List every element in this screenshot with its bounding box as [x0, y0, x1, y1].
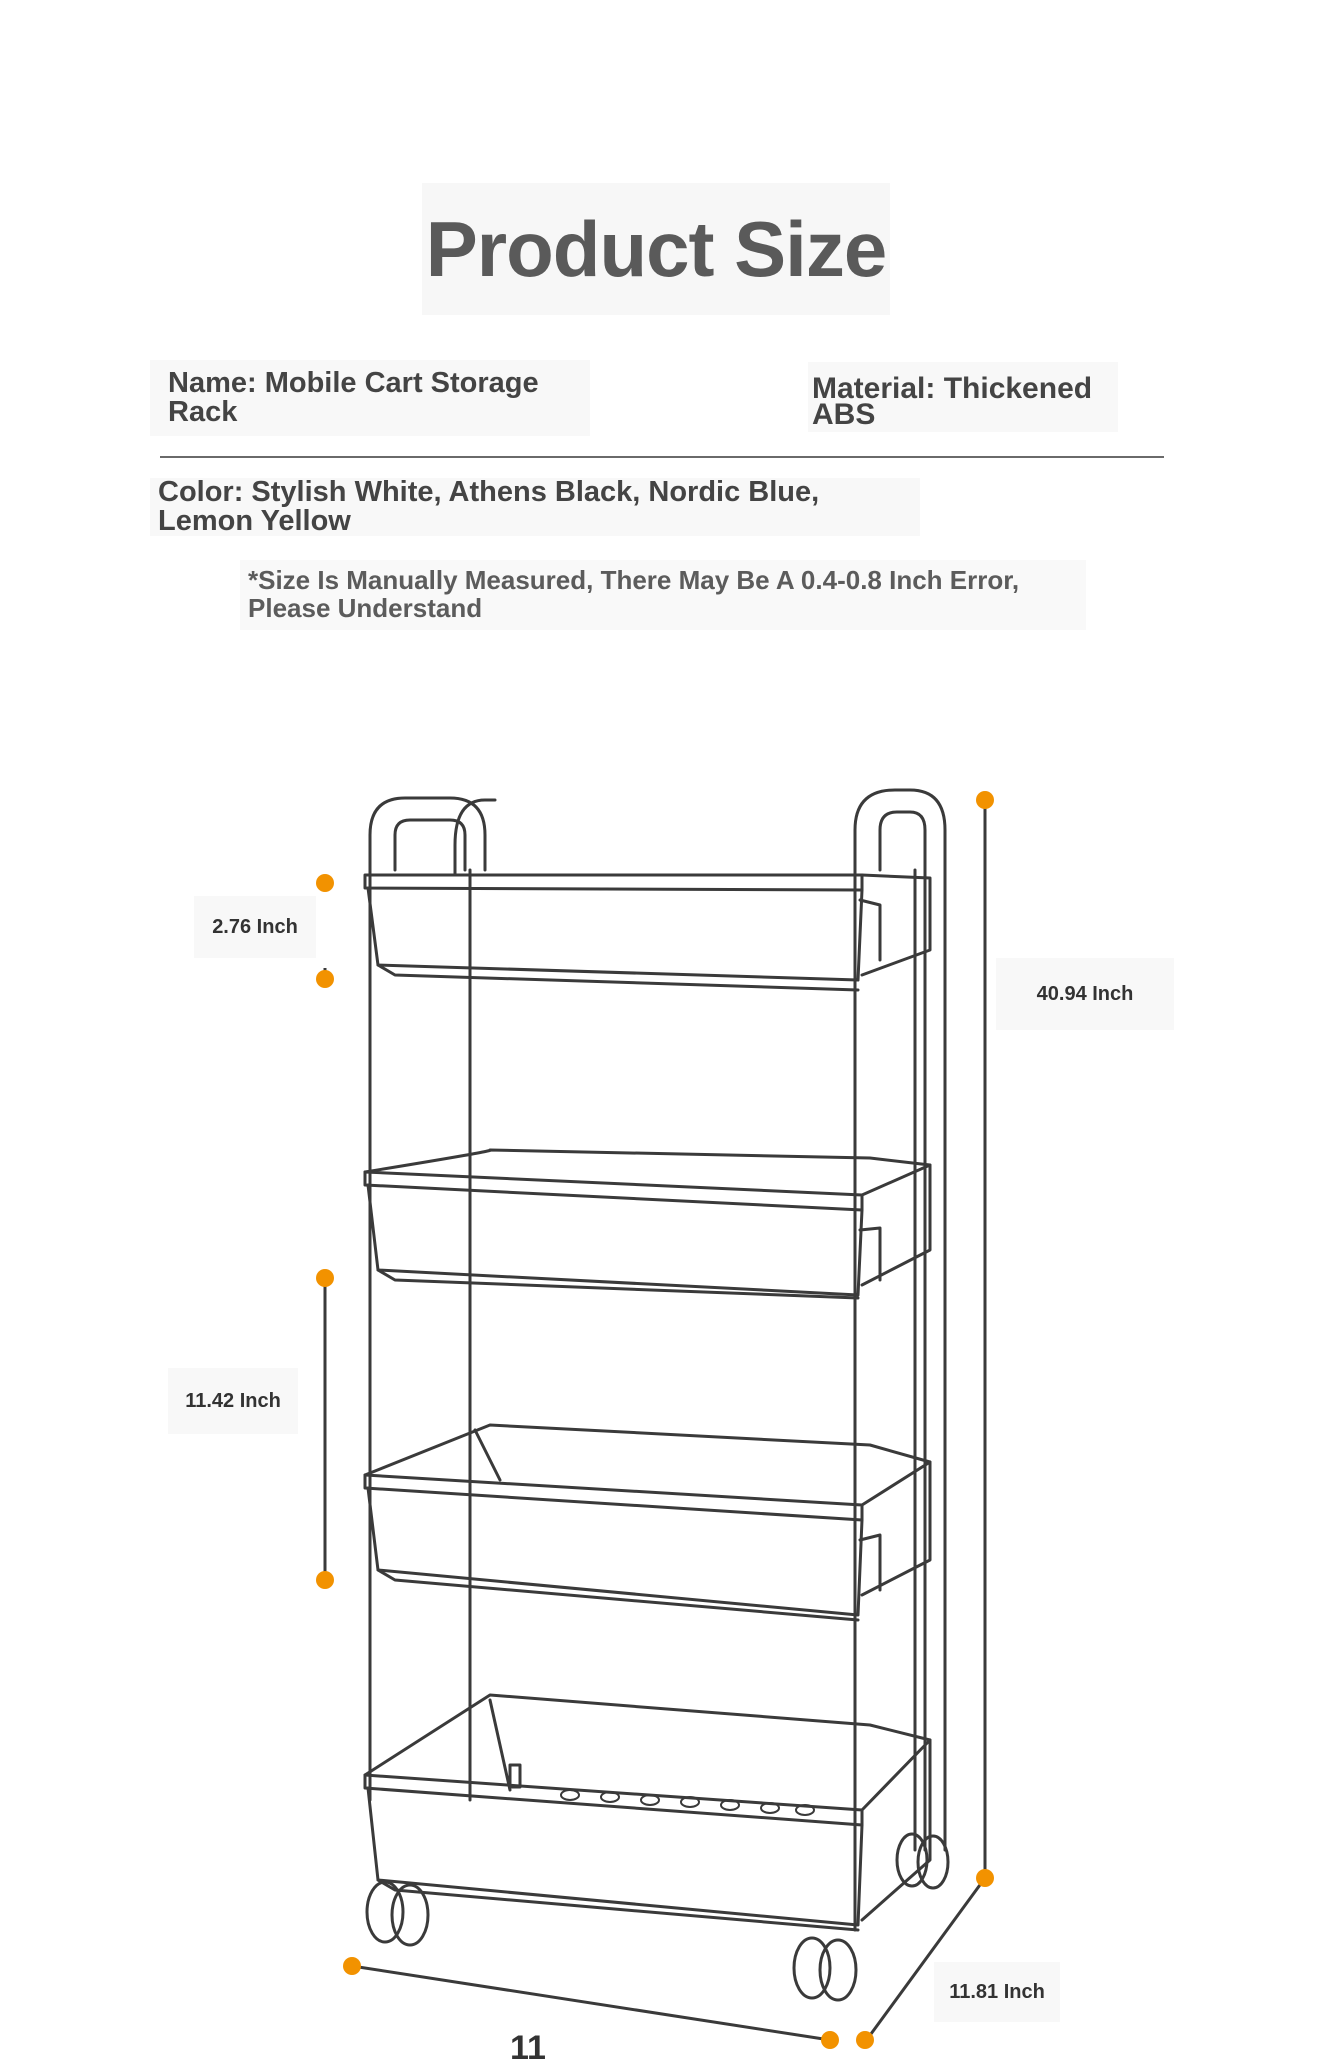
page-title: Product Size	[422, 183, 890, 315]
dimension-depth: 11.81 Inch	[934, 1962, 1060, 2022]
product-colors: Color: Stylish White, Athens Black, Nordic Blue, Lemon Yellow	[150, 478, 920, 536]
material-line-1: Material: Thickened	[812, 372, 1093, 405]
dimension-width-partial: 11	[510, 2029, 546, 2067]
dimension-height: 40.94 Inch	[996, 958, 1174, 1030]
dimension-shelf-spacing: 11.42 Inch	[168, 1368, 298, 1434]
product-name: Name: Mobile Cart Storage Rack	[150, 360, 590, 436]
material-line-2: ABS	[812, 398, 876, 431]
dimension-basket-depth: 2.76 Inch	[194, 896, 316, 958]
note-line-1: *Size Is Manually Measured, There May Be A 0.4-0.8 Inch Error,	[248, 565, 1020, 595]
note-line-2: Please Understand	[248, 593, 483, 623]
dimension-markers	[316, 791, 994, 2067]
